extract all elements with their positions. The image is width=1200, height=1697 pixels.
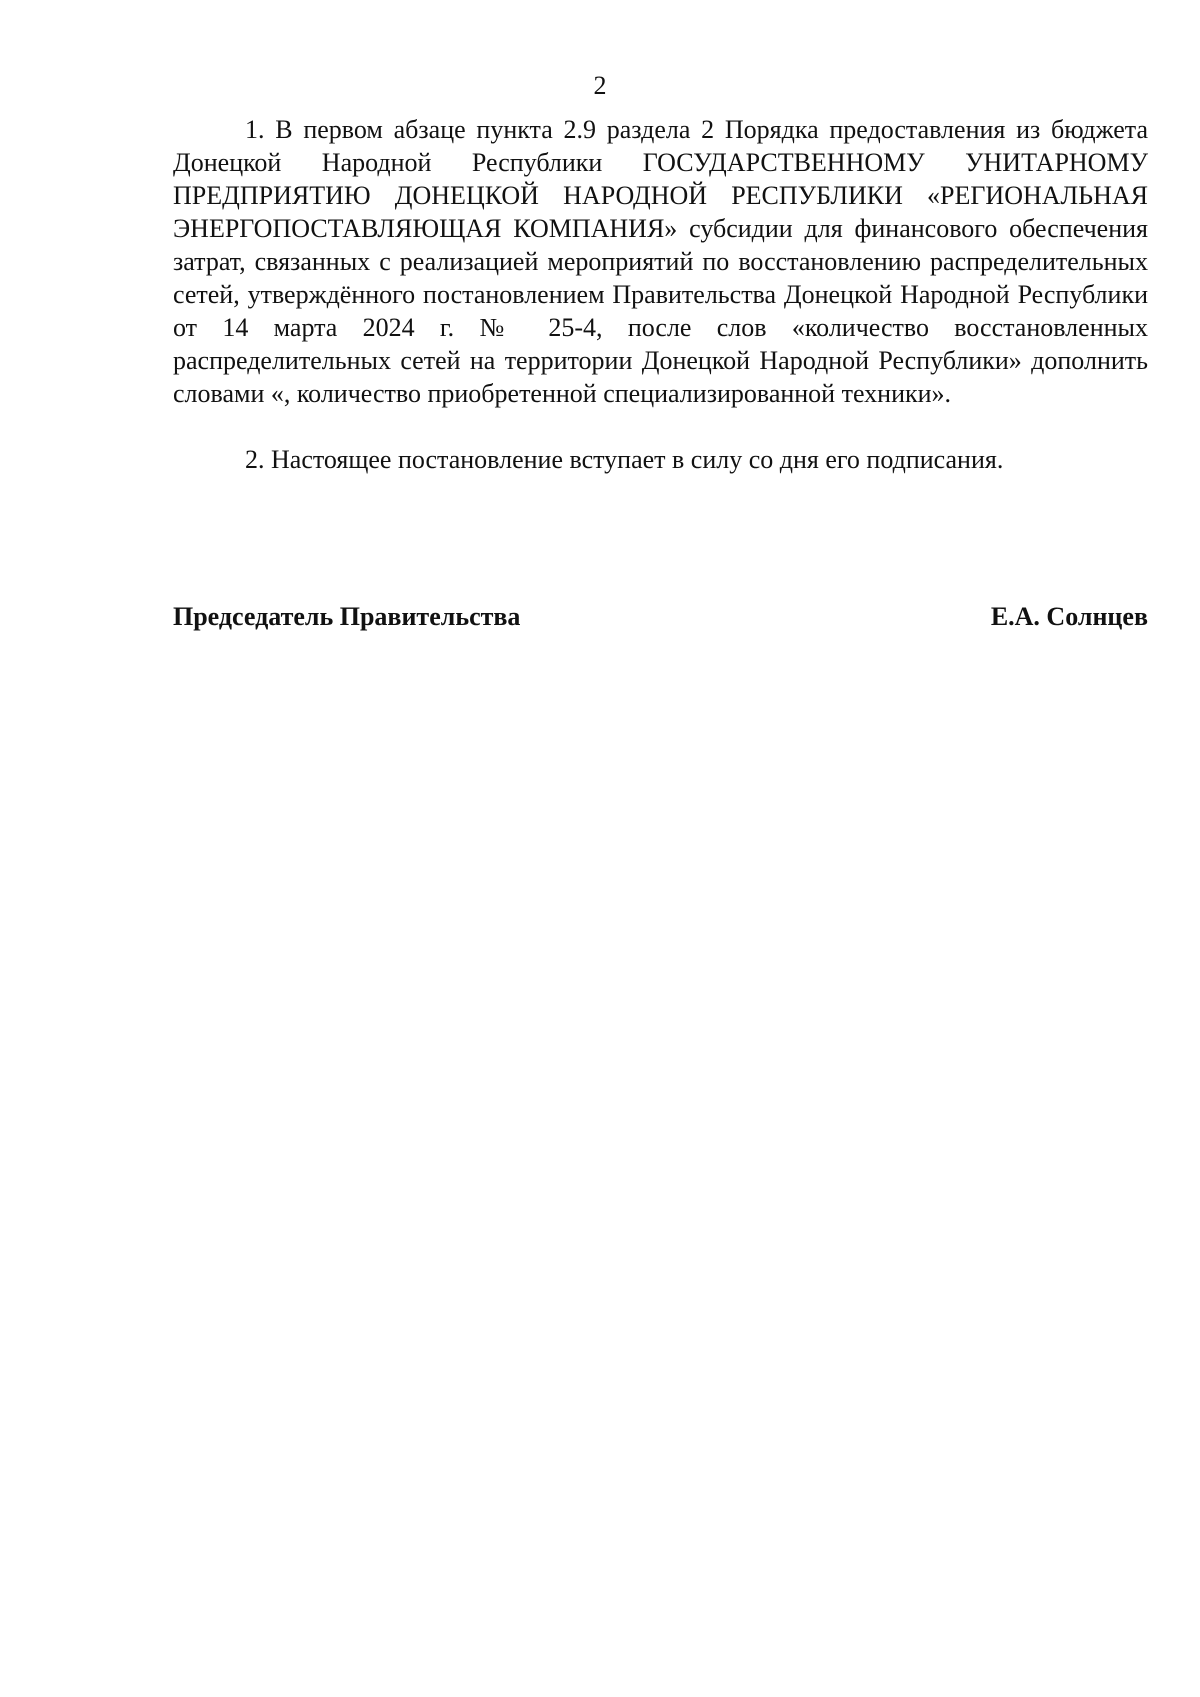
- paragraph-2: 2. Настоящее постановление вступает в силу со дня его подписания.: [245, 445, 1004, 474]
- paragraph-1: 1. В первом абзаце пункта 2.9 раздела 2 Порядка предоставления из бюджета Донецкой Народной Республики ГОСУДАРСТВЕННОМУ УНИТАРНОМУ ПРЕДПРИЯТИЮ ДОНЕЦКОЙ НАРОДНОЙ РЕСПУБЛИКИ «РЕГИОНАЛЬНАЯ ЭНЕРГОПОСТАВЛЯЮЩАЯ КОМПАНИЯ» субсидии для финансового обеспечения затрат, связанных с реализацией мероприятий по восстановлению распределительных сетей, утверждённого постановлением Правительства Донецкой Народной Республики от 14 марта 2024 г. № 25-4, после слов «количество восстановленных распределительных сетей на территории Донецкой Народной Республики» дополнить словами «, количество приобретенной специализированной техники».: [173, 115, 1148, 408]
- document-body: [173, 113, 1148, 476]
- signatory-title: Председатель Правительства: [173, 602, 521, 631]
- page-number: 2: [593, 71, 607, 100]
- signatory-name: Е.А. Солнцев: [990, 602, 1148, 631]
- signature-block: [173, 600, 1148, 633]
